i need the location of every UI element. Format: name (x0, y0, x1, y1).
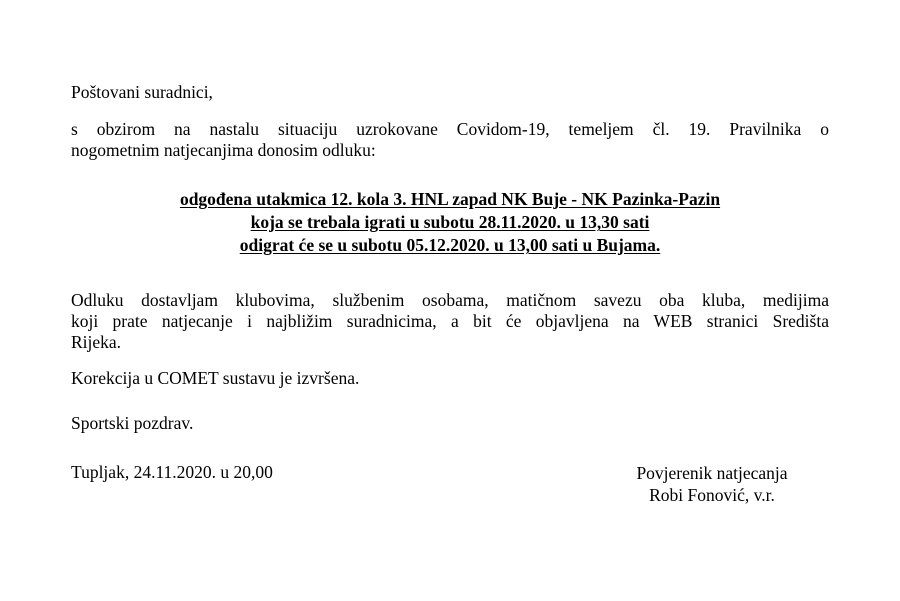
closing-salutation: Sportski pozdrav. (71, 413, 194, 433)
delivery-line-2: koji prate natjecanje i najbližim suradnicima, a bit će objavljena na WEB stranici Središta (71, 311, 829, 331)
greeting: Poštovani suradnici, (71, 82, 213, 102)
signature-title: Povjerenik natjecanja (636, 463, 788, 483)
decision-line-2: koja se trebala igrati u subotu 28.11.2020. u 13,30 sati (250, 212, 650, 232)
intro-line-2: nogometnim natjecanjima donosim odluku: (71, 140, 376, 160)
delivery-line-1: Odluku dostavljam klubovima, službenim osobama, matičnom savezu oba kluba, medijima (71, 290, 829, 310)
intro-paragraph (71, 119, 829, 161)
delivery-line-3: Rijeka. (71, 332, 122, 352)
intro-line-1: s obzirom na nastalu situaciju uzrokovane Covidom-19, temeljem čl. 19. Pravilnika o (71, 119, 829, 139)
signature-name: Robi Fonović, v.r. (649, 485, 775, 505)
decision-line-1: odgođena utakmica 12. kola 3. HNL zapad NK Buje - NK Pazinka-Pazin (179, 189, 721, 209)
decision-line-3: odigrat će se u subotu 05.12.2020. u 13,00 sati u Bujama. (239, 235, 661, 255)
place-date: Tupljak, 24.11.2020. u 20,00 (71, 462, 273, 482)
comet-note: Korekcija u COMET sustavu je izvršena. (71, 368, 360, 388)
delivery-paragraph (71, 290, 829, 353)
signature-block (612, 462, 812, 506)
decision-block (71, 188, 829, 257)
